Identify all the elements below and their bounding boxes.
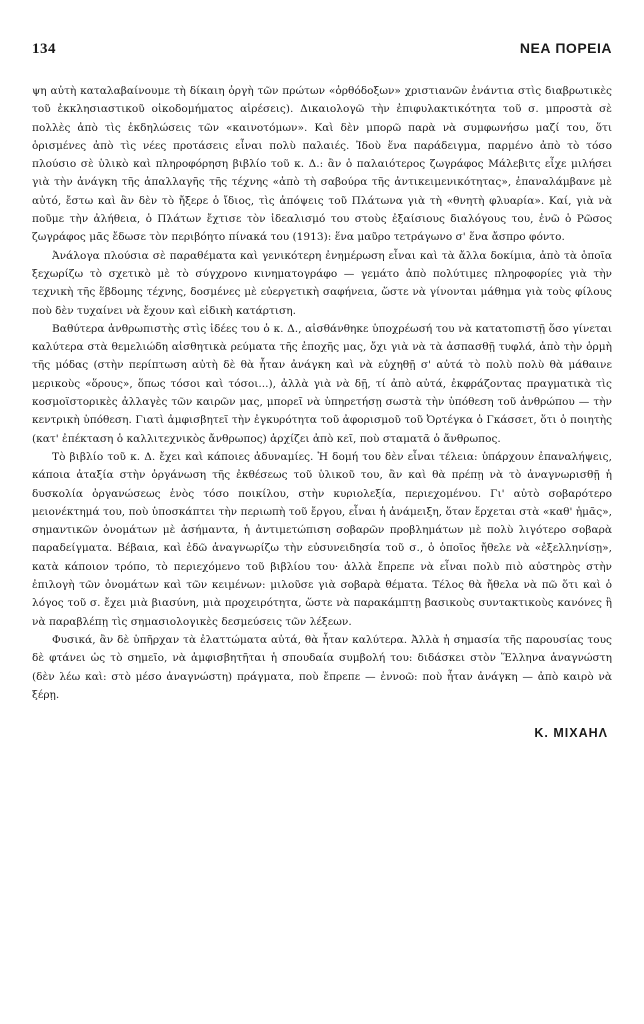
article-body <box>32 82 612 704</box>
author-signature: Κ. ΜΙΧΑΗΛ <box>534 726 608 741</box>
paragraph: Ἀνάλογα πλούσια σὲ παραθέματα καὶ γενικότερη ἐνημέρωση εἶναι καὶ τὰ ἄλλα δοκίμια, ἀπὸ τὰ ὁποῖα ξεχωρίζω τὸ σχετικὸ μὲ τὸ σύγχρονο κινηματογράφο — γεμάτο ἀπὸ πολύτιμες πληροφορίες γιὰ τὴν τεχνικὴ τῆς ἕβδομης τέχνης, δοσμένες μὲ εὐεργετικὴ σαφήνεια, ὥστε νὰ γίνονται μάθημα γιὰ τοὺς φίλους ποὺ δὲν τυχαίνει νὰ ἔχουν καὶ εἰδικὴ κατάρτιση. <box>32 249 612 317</box>
journal-title: ΝΕΑ ΠΟΡΕΙΑ <box>519 40 612 56</box>
paragraph: Φυσικά, ἂν δὲ ὑπῆρχαν τὰ ἐλαττώματα αὐτά, θὰ ἦταν καλύτερα. Ἀλλὰ ἡ σημασία τῆς παρουσίας τους δὲ φτάνει ὡς τὸ σημεῖο, νὰ ἀμφισβητῆται ἡ σπουδαία συμβολή του: διδάσκει στὸν Ἕλληνα ἀναγνώστη (δὲν λέω καὶ: στὸ μέσο ἀναγνώστη) πράγματα, ποὺ ἔπρεπε — ἐννοῶ: ποὺ ἦταν ἀνάγκη — ἀπὸ καιρὸ νὰ ξέρῃ. <box>32 633 612 701</box>
paragraph-continuation: ψη αὐτὴ καταλαβαίνουμε τὴ δίκαιη ὀργὴ τῶν πρώτων «ὀρθόδοξων» χριστιανῶν ἐνάντια στὶς διαβρωτικὲς τοῦ ἐκκλησιαστικοῦ οἰκοδομήματος αἱρέσεις). Δικαιολογῶ τὴν ἐπιφυλακτικότητα τοῦ σ. μπροστὰ σὲ πολλὲς ἀπὸ τὶς ἐκδηλώσεις τῶν «καινοτόμων». Καὶ δὲν μπορῶ παρὰ νὰ συμφωνήσω μαζί του, ὅτι ὁρισμένες ἀπὸ τὶς νέες προτάσεις εἶναι πολὺ παλαιές. Ἰδοὺ ἕνα παράδειγμα, παρμένο ἀπὸ τὸ τόσο πλούσιο σὲ ὑλικὸ καὶ πληροφόρηση βιβλίο τοῦ κ. Δ.: ἂν ὁ παλαιότερος ζωγράφος Μάλεβιτς εἶχε μιλήσει γιὰ τὴν ἀνάγκη τῆς ἀπαλλαγῆς τῆς τέχνης «ἀπὸ τὴ σαβούρα τῆς ἀντικειμενικότητας», ἐπαναλάμβανε μὲ αὐτό, ἔστω καὶ ἂν δὲν τὸ ἤξερε ὁ ἴδιος, τὶς ἀπόψεις τοῦ Πλάτωνα γιὰ τὴ «θνητὴ φλυαρία». Καί, γιὰ νὰ ποῦμε τὴν ἀλήθεια, ὁ Πλάτων ἔχτισε τὸν ἰδεαλισμό του στοὺς ἐξαίσιους διαλόγους του, ἐνῶ ὁ Ρῶσος ζωγράφος μᾶς ἔδωσε τὸν περιβόητο πίνακά του (1913): ἕνα μαῦρο τετράγωνο σ' ἕνα ἄσπρο φόντο. <box>32 85 612 244</box>
running-head <box>32 40 612 58</box>
page <box>32 40 612 740</box>
paragraph: Βαθύτερα ἀνθρωπιστὴς στὶς ἰδέες του ὁ κ. Δ., αἰσθάνθηκε ὑποχρέωσή του νὰ κατατοπιστῇ ὅσο γίνεται καλύτερα στὰ θεμελιώδη αἰσθητικὰ ρεύματα τῆς ἐποχῆς μας, ὄχι γιὰ νὰ τὰ ἀσπασθῇ τυφλά, ἀπὸ τὴν ὁρμὴ τῆς μόδας (στὴν περίπτωση αὐτὴ δὲ θὰ ἦταν ἀνάγκη καὶ νὰ εὐχηθῇ σ' αὐτά τὸ πολὺ πολὺ θὰ μάθαινε μερικοὺς «ὅρους», ὅπως τόσοι καὶ τόσοι...), ἀλλὰ γιὰ νὰ δῇ, τί ἀπὸ αὐτά, ἐκφράζοντας πραγματικὰ τὶς κοσμοϊστορικὲς ἀλλαγὲς τῶν καιρῶν μας, μπορεῖ νὰ ὑπηρετήσῃ σωστὰ τὴν ὑπόθεση τοῦ ἀνθρώπου — τὴν κεντρικὴ ὑπόθεση. Γιατὶ ἀμφισβητεῖ τὴν ἐγκυρότητα τοῦ ἀφορισμοῦ τοῦ Ὀρτέγκα ὁ Γκάσσετ, ὅτι ὁ ποιητὴς (κατ' ἐπέκταση ὁ καλλιτεχνικὸς ἄνθρωπος) ἀρχίζει ἀπὸ κεῖ, ποὺ σταματᾶ ὁ ἄνθρωπος. <box>32 322 612 445</box>
paragraph: Τὸ βιβλίο τοῦ κ. Δ. ἔχει καὶ κάποιες ἀδυναμίες. Ἡ δομή του δὲν εἶναι τέλεια: ὑπάρχουν ἐπαναλήψεις, κάποια ἀταξία στὴν ὀργάνωση τῆς ἐκθέσεως τοῦ ὑλικοῦ του, ἂν καὶ θὰ πρέπῃ νὰ τὸ ἀναγνωρισθῇ ἡ δυσκολία ὀργανώσεως ἑνὸς τόσο ποικίλου, στὴν κυριολεξία, περιεχομένου. Γι' αὐτὸ σοβαρότερο μειονέκτημά του, ποὺ ὑποσκάπτει τὴν περιωπὴ τοῦ ἔργου, εἶναι ἡ ἀνάμειξη, ὅταν ἔρχεται στὰ «καθ' ἡμᾶς», σημαντικῶν ὀνομάτων μὲ ἀσήμαντα, ἡ ἀντιμετώπιση σοβαρῶν προβλημάτων μὲ πολὺ λιγότερο σοβαρὰ παραδείγματα. Βέβαια, καὶ ἐδῶ ἀναγνωρίζω τὴν εὐσυνειδησία τοῦ σ., ὁ ὁποῖος ἤθελε νὰ «ἐξελληνίσῃ», κατὰ κάποιον τρόπο, τὸ περιεχόμενο τοῦ βιβλίου του· ἀλλὰ ἔπρεπε νὰ εἶναι πολὺ πιὸ αὐστηρὸς στὴν ἐπιλογὴ τῶν ὀνομάτων καὶ τῶν κειμένων: μιλοῦσε γιὰ σοβαρὰ θέματα. Τέλος θὰ ἤθελα νὰ πῶ ὅτι καὶ ὁ λόγος τοῦ σ. ἔχει μιὰ βιασύνη, μιὰ προχειρότητα, ὥστε νὰ παρακάμπτῃ βασικοὺς συντακτικοὺς κανόνες ἢ νὰ παραβλέπῃ τὶς σημασιολογικὲς δεσμεύσεις τῶν λέξεων. <box>32 450 612 628</box>
page-number: 134 <box>32 41 56 57</box>
